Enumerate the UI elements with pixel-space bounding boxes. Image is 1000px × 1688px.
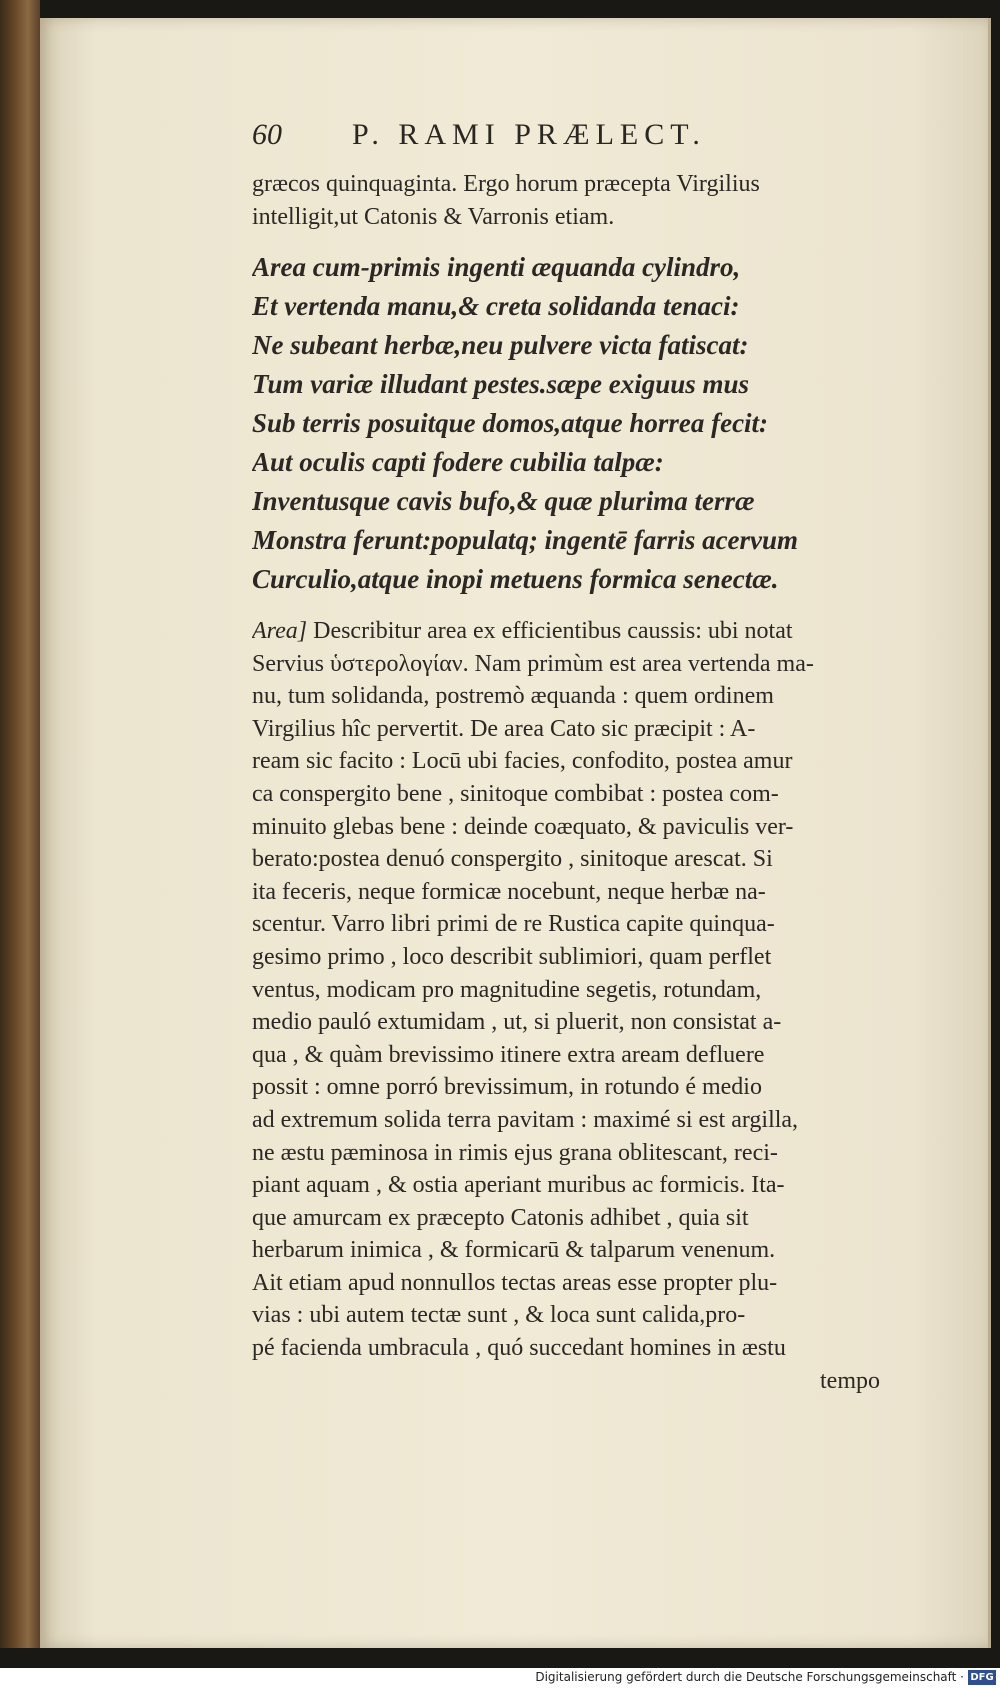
- commentary-line: ad extremum solida terra pavitam : maximé si est argilla,: [252, 1106, 799, 1133]
- commentary-line: ca conspergito bene , sinitoque combibat : postea com-: [252, 780, 779, 807]
- text-line: græcos quinquaginta. Ergo horum præcepta Virgilius: [252, 171, 760, 197]
- intro-paragraph: [252, 168, 912, 234]
- verse-line: Curculio,atque inopi metuens formica senectæ.: [252, 564, 779, 594]
- commentary-line: minuito glebas bene : deinde coæquato, & paviculis ver-: [252, 813, 794, 840]
- text-line: intelligit,ut Catonis & Varronis etiam.: [252, 204, 615, 230]
- commentary-line: que amurcam ex præcepto Catonis adhibet , quia sit: [252, 1204, 749, 1231]
- commentary-line: ne æstu pæminosa in rimis ejus grana oblitescant, reci-: [252, 1139, 778, 1166]
- commentary-line: ream sic facito : Locū ubi facies, confodito, postea amur: [252, 748, 793, 775]
- commentary-line: vias : ubi autem tectæ sunt , & loca sunt calida,pro-: [252, 1302, 746, 1329]
- verse-line: Inventusque cavis bufo,& quæ plurima terræ: [252, 486, 755, 516]
- commentary-first-line: [252, 615, 912, 648]
- verse-line: Tum variæ illudant pestes.sæpe exiguus mus: [252, 369, 750, 399]
- commentary-line: herbarum inimica , & formicarū & talparum venenum.: [252, 1237, 776, 1264]
- verse-line: Monstra ferunt:populatq; ingentē farris acervum: [252, 525, 799, 555]
- funding-credit: Digitalisierung gefördert durch die Deutsche Forschungsgemeinschaft ·: [535, 1670, 964, 1684]
- verse-line: Et vertenda manu,& creta solidanda tenaci:: [252, 291, 740, 321]
- running-title: P. RAMI PRÆLECT.: [352, 118, 706, 151]
- commentary-line: scentur. Varro libri primi de re Rustica capite quinqua-: [252, 911, 775, 938]
- commentary-line: gesimo primo , loco describit sublimiori, quam perflet: [252, 943, 772, 970]
- lemma: Area]: [252, 618, 308, 644]
- commentary-line: ventus, modicam pro magnitudine segetis, rotundam,: [252, 976, 762, 1003]
- commentary-line: medio pauló extumidam , ut, si pluerit, non consistat a-: [252, 1009, 782, 1036]
- verse-line: Aut oculis capti fodere cubilia talpæ:: [252, 447, 664, 477]
- commentary-line: Virgilius hîc pervertit. De area Cato sic præcipit : A-: [252, 715, 756, 742]
- verse-line: Ne subeant herbæ,neu pulvere victa fatiscat:: [252, 330, 749, 360]
- verse-line: Area cum-primis ingenti æquanda cylindro,: [252, 252, 741, 282]
- commentary-line: ita feceris, neque formicæ nocebunt, neque herbæ na-: [252, 878, 766, 905]
- verse-quotation: [252, 248, 912, 599]
- page-number: 60: [252, 118, 282, 151]
- catchword: tempo: [820, 1368, 880, 1394]
- book-spine: [0, 0, 40, 1648]
- commentary-line: nu, tum solidanda, postremò æquanda : quem ordinem: [252, 683, 774, 710]
- commentary-line: pé facienda umbracula , quó succedant homines in æstu: [252, 1335, 786, 1362]
- commentary-line: berato:postea denuó conspergito , sinitoque arescat. Si: [252, 846, 773, 873]
- verse-line: Sub terris posuitque domos,atque horrea fecit:: [252, 408, 769, 438]
- commentary-first-line-text: Describitur area ex efficientibus caussis: ubi notat: [313, 618, 793, 644]
- commentary-line: possit : omne porró brevissimum, in rotundo é medio: [252, 1074, 762, 1101]
- dfg-logo: DFG: [968, 1670, 996, 1685]
- commentary-line: piant aquam , & ostia aperiant muribus ac formicis. Ita-: [252, 1172, 785, 1199]
- commentary-line: Ait etiam apud nonnullos tectas areas esse propter plu-: [252, 1269, 778, 1296]
- commentary-line: Servius ὑστερολογίαν. Nam primùm est area vertenda ma-: [252, 650, 814, 677]
- commentary-paragraph: [252, 615, 912, 1365]
- commentary-line: qua , & quàm brevissimo itinere extra aream defluere: [252, 1041, 765, 1068]
- page-header: [252, 118, 812, 158]
- footer-bar: [0, 1668, 1000, 1688]
